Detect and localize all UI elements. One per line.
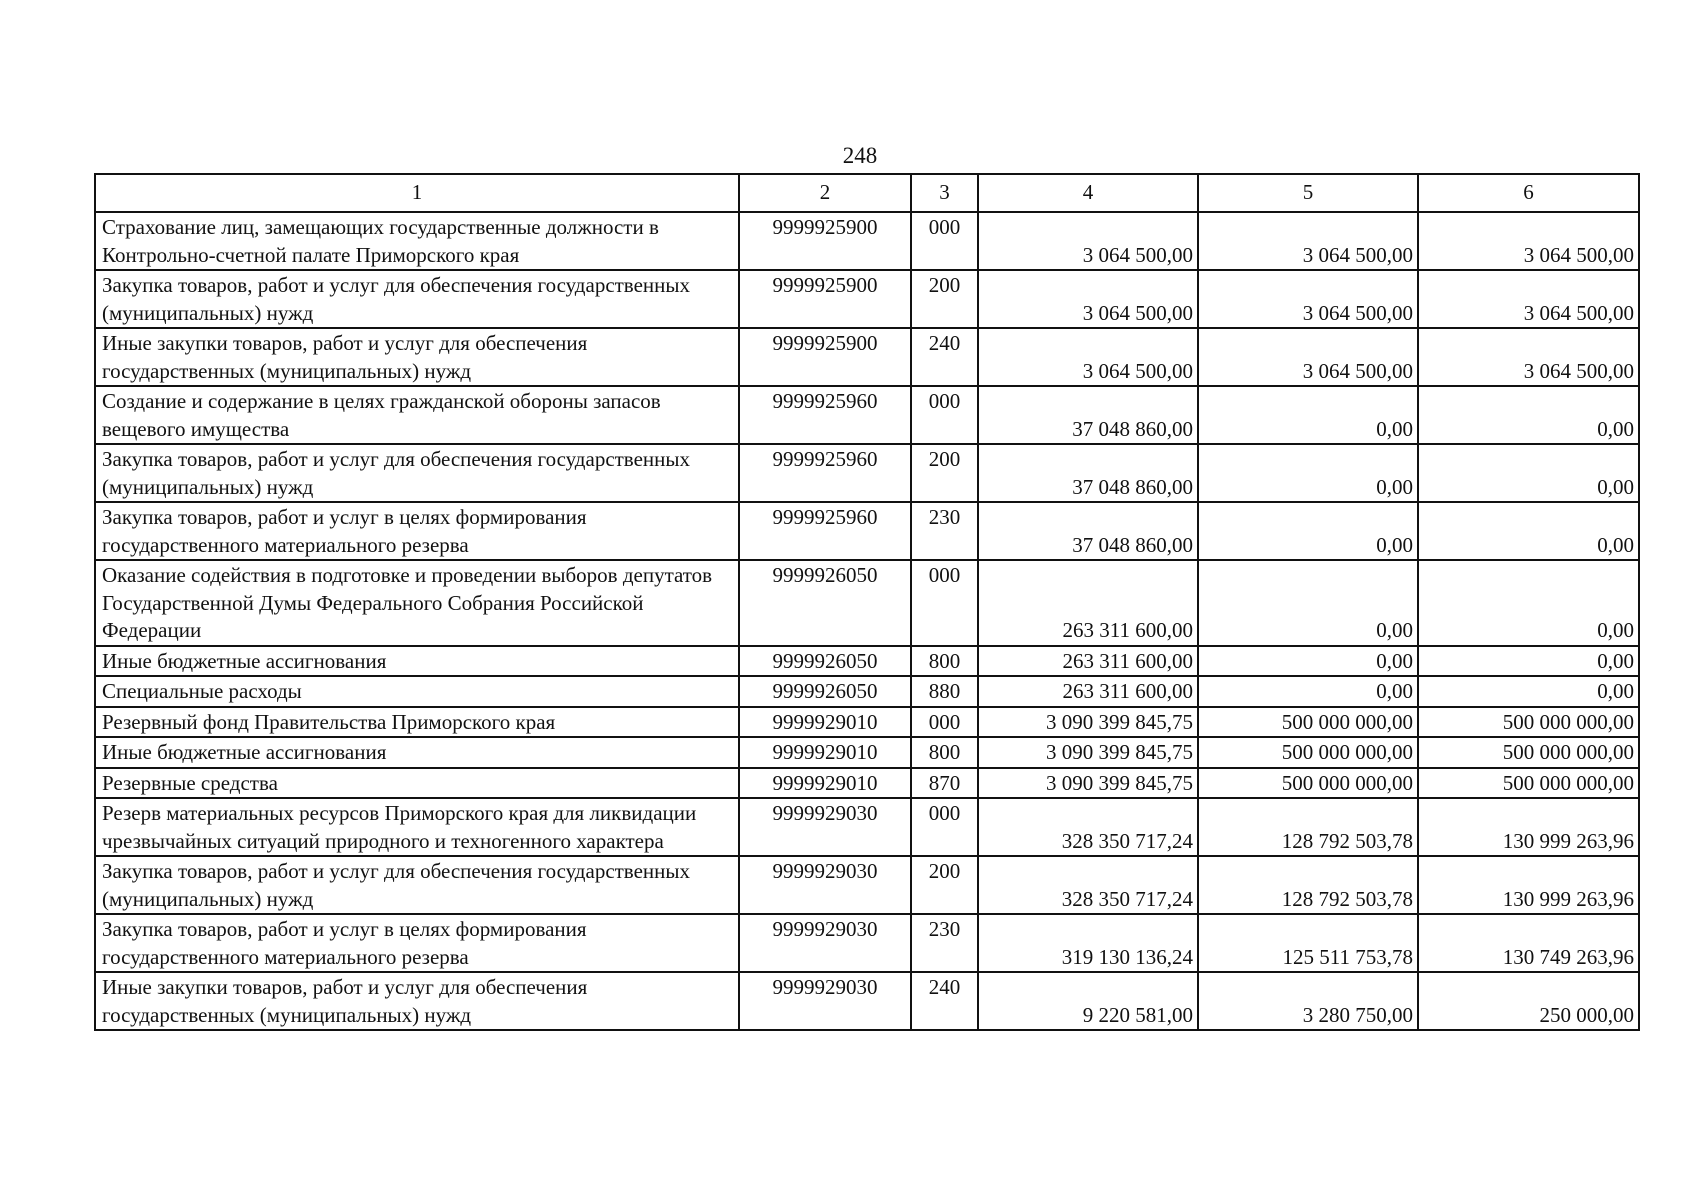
- row-amount-col-4-cell: 3 064 500,00: [978, 328, 1198, 386]
- row-code-cell: 9999926050: [739, 676, 911, 707]
- table-row: [95, 386, 1639, 444]
- row-name-cell: Специальные расходы: [95, 676, 739, 707]
- row-expense-type-cell: 240: [911, 972, 978, 1030]
- row-name-cell: Иные бюджетные ассигнования: [95, 737, 739, 768]
- budget-table: [94, 173, 1640, 1031]
- row-code-cell: 9999925900: [739, 270, 911, 328]
- row-expense-type-cell: 200: [911, 444, 978, 502]
- row-expense-type-cell: 880: [911, 676, 978, 707]
- row-amount-col-5-cell: 0,00: [1198, 676, 1418, 707]
- row-name-cell: Закупка товаров, работ и услуг для обеспечения государственных (муниципальных) нужд: [95, 444, 739, 502]
- table-row: [95, 856, 1639, 914]
- row-amount-col-4-cell: 319 130 136,24: [978, 914, 1198, 972]
- row-expense-type-cell: 000: [911, 707, 978, 738]
- row-amount-col-4-cell: 3 090 399 845,75: [978, 768, 1198, 799]
- row-amount-col-4-cell: 3 090 399 845,75: [978, 737, 1198, 768]
- row-amount-col-6-cell: 130 999 263,96: [1418, 798, 1639, 856]
- row-expense-type-cell: 230: [911, 914, 978, 972]
- page-number: 248: [842, 143, 878, 168]
- row-amount-col-4-cell: 263 311 600,00: [978, 676, 1198, 707]
- row-name-cell: Создание и содержание в целях гражданской обороны запасов вещевого имущества: [95, 386, 739, 444]
- row-code-cell: 9999925960: [739, 444, 911, 502]
- header-col-5: 5: [1198, 174, 1418, 212]
- row-amount-col-6-cell: 3 064 500,00: [1418, 212, 1639, 270]
- row-amount-col-5-cell: 500 000 000,00: [1198, 768, 1418, 799]
- row-expense-type-cell: 200: [911, 856, 978, 914]
- table-row: [95, 798, 1639, 856]
- row-amount-col-5-cell: 500 000 000,00: [1198, 707, 1418, 738]
- row-amount-col-5-cell: 500 000 000,00: [1198, 737, 1418, 768]
- row-amount-col-5-cell: 3 280 750,00: [1198, 972, 1418, 1030]
- row-code-cell: 9999929010: [739, 768, 911, 799]
- table-row: [95, 444, 1639, 502]
- row-amount-col-5-cell: 3 064 500,00: [1198, 270, 1418, 328]
- row-expense-type-cell: 800: [911, 646, 978, 677]
- row-amount-col-4-cell: 37 048 860,00: [978, 386, 1198, 444]
- row-amount-col-6-cell: 3 064 500,00: [1418, 328, 1639, 386]
- table-row: [95, 212, 1639, 270]
- row-amount-col-4-cell: 9 220 581,00: [978, 972, 1198, 1030]
- row-amount-col-4-cell: 3 090 399 845,75: [978, 707, 1198, 738]
- row-amount-col-5-cell: 0,00: [1198, 444, 1418, 502]
- row-amount-col-4-cell: 328 350 717,24: [978, 798, 1198, 856]
- row-expense-type-cell: 000: [911, 386, 978, 444]
- table-row: [95, 676, 1639, 707]
- row-amount-col-6-cell: 0,00: [1418, 646, 1639, 677]
- row-expense-type-cell: 200: [911, 270, 978, 328]
- row-amount-col-5-cell: 3 064 500,00: [1198, 212, 1418, 270]
- row-expense-type-cell: 000: [911, 212, 978, 270]
- header-col-6: 6: [1418, 174, 1639, 212]
- row-amount-col-4-cell: 37 048 860,00: [978, 502, 1198, 560]
- row-name-cell: Закупка товаров, работ и услуг в целях формирования государственного материального резерва: [95, 502, 739, 560]
- row-amount-col-5-cell: 0,00: [1198, 386, 1418, 444]
- row-amount-col-6-cell: 250 000,00: [1418, 972, 1639, 1030]
- table-row: [95, 646, 1639, 677]
- table-body: [95, 212, 1639, 1030]
- row-amount-col-6-cell: 130 999 263,96: [1418, 856, 1639, 914]
- row-code-cell: 9999925900: [739, 212, 911, 270]
- row-amount-col-5-cell: 0,00: [1198, 502, 1418, 560]
- row-code-cell: 9999929010: [739, 707, 911, 738]
- table-row: [95, 707, 1639, 738]
- row-expense-type-cell: 240: [911, 328, 978, 386]
- row-code-cell: 9999925960: [739, 502, 911, 560]
- row-amount-col-4-cell: 37 048 860,00: [978, 444, 1198, 502]
- row-name-cell: Закупка товаров, работ и услуг для обеспечения государственных (муниципальных) нужд: [95, 856, 739, 914]
- row-name-cell: Резерв материальных ресурсов Приморского края для ликвидации чрезвычайных ситуаций природного и техногенного характера: [95, 798, 739, 856]
- row-code-cell: 9999929010: [739, 737, 911, 768]
- row-expense-type-cell: 870: [911, 768, 978, 799]
- row-amount-col-4-cell: 263 311 600,00: [978, 560, 1198, 646]
- header-row: [95, 174, 1639, 212]
- row-code-cell: 9999926050: [739, 560, 911, 646]
- row-code-cell: 9999929030: [739, 972, 911, 1030]
- table-row: [95, 914, 1639, 972]
- row-code-cell: 9999929030: [739, 856, 911, 914]
- table-header: [95, 174, 1639, 212]
- row-amount-col-6-cell: 0,00: [1418, 444, 1639, 502]
- row-amount-col-6-cell: 0,00: [1418, 386, 1639, 444]
- row-amount-col-6-cell: 500 000 000,00: [1418, 768, 1639, 799]
- table-row: [95, 328, 1639, 386]
- row-expense-type-cell: 800: [911, 737, 978, 768]
- table-row: [95, 270, 1639, 328]
- row-amount-col-6-cell: 130 749 263,96: [1418, 914, 1639, 972]
- row-name-cell: Иные бюджетные ассигнования: [95, 646, 739, 677]
- row-code-cell: 9999929030: [739, 798, 911, 856]
- row-name-cell: Резервные средства: [95, 768, 739, 799]
- table-row: [95, 560, 1639, 646]
- header-col-4: 4: [978, 174, 1198, 212]
- table-row: [95, 972, 1639, 1030]
- row-name-cell: Иные закупки товаров, работ и услуг для обеспечения государственных (муниципальных) нужд: [95, 972, 739, 1030]
- row-name-cell: Резервный фонд Правительства Приморского края: [95, 707, 739, 738]
- row-expense-type-cell: 230: [911, 502, 978, 560]
- row-code-cell: 9999926050: [739, 646, 911, 677]
- row-name-cell: Оказание содействия в подготовке и проведении выборов депутатов Государственной Думы Федерального Собрания Российской Федерации: [95, 560, 739, 646]
- row-code-cell: 9999925900: [739, 328, 911, 386]
- row-name-cell: Закупка товаров, работ и услуг в целях формирования государственного материального резерва: [95, 914, 739, 972]
- table-row: [95, 502, 1639, 560]
- row-amount-col-4-cell: 3 064 500,00: [978, 270, 1198, 328]
- row-amount-col-6-cell: 500 000 000,00: [1418, 737, 1639, 768]
- row-amount-col-6-cell: 0,00: [1418, 676, 1639, 707]
- row-amount-col-5-cell: 128 792 503,78: [1198, 856, 1418, 914]
- row-name-cell: Закупка товаров, работ и услуг для обеспечения государственных (муниципальных) нужд: [95, 270, 739, 328]
- header-col-3: 3: [911, 174, 978, 212]
- row-name-cell: Страхование лиц, замещающих государственные должности в Контрольно-счетной палате Приморского края: [95, 212, 739, 270]
- table-row: [95, 768, 1639, 799]
- table-row: [95, 737, 1639, 768]
- row-amount-col-5-cell: 0,00: [1198, 560, 1418, 646]
- row-amount-col-4-cell: 328 350 717,24: [978, 856, 1198, 914]
- row-expense-type-cell: 000: [911, 798, 978, 856]
- row-amount-col-6-cell: 500 000 000,00: [1418, 707, 1639, 738]
- row-amount-col-6-cell: 0,00: [1418, 502, 1639, 560]
- row-amount-col-5-cell: 3 064 500,00: [1198, 328, 1418, 386]
- row-name-cell: Иные закупки товаров, работ и услуг для обеспечения государственных (муниципальных) нужд: [95, 328, 739, 386]
- row-code-cell: 9999929030: [739, 914, 911, 972]
- row-amount-col-6-cell: 0,00: [1418, 560, 1639, 646]
- row-amount-col-6-cell: 3 064 500,00: [1418, 270, 1639, 328]
- row-amount-col-5-cell: 128 792 503,78: [1198, 798, 1418, 856]
- row-code-cell: 9999925960: [739, 386, 911, 444]
- row-expense-type-cell: 000: [911, 560, 978, 646]
- header-col-1: 1: [95, 174, 739, 212]
- row-amount-col-5-cell: 0,00: [1198, 646, 1418, 677]
- header-col-2: 2: [739, 174, 911, 212]
- row-amount-col-5-cell: 125 511 753,78: [1198, 914, 1418, 972]
- row-amount-col-4-cell: 3 064 500,00: [978, 212, 1198, 270]
- row-amount-col-4-cell: 263 311 600,00: [978, 646, 1198, 677]
